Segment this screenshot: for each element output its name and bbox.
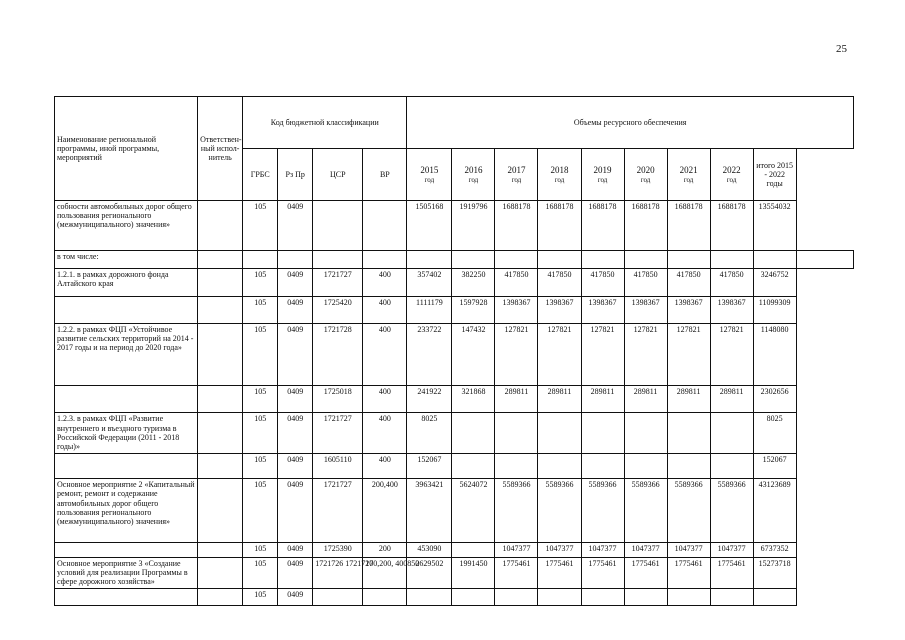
row-vr: 200,400 — [363, 479, 407, 543]
row-name — [55, 296, 198, 323]
row-grbs: 105 — [243, 557, 278, 588]
row-value-2018: 1398367 — [538, 296, 581, 323]
row-rzpr: 0409 — [278, 269, 313, 296]
row-value-2021 — [667, 588, 710, 605]
row-total: 2302656 — [753, 386, 796, 413]
row-rzpr: 0409 — [278, 386, 313, 413]
table-row — [55, 269, 854, 296]
row-vr: 400 — [363, 386, 407, 413]
row-value-2017: 1688178 — [495, 201, 538, 251]
row-csr: 1725390 — [313, 543, 363, 557]
header-year-5 — [624, 149, 667, 201]
row-responsible — [198, 413, 243, 453]
year-unit: год — [554, 175, 565, 184]
row-value-2022: 417850 — [710, 269, 753, 296]
row-responsible — [198, 324, 243, 386]
row-name — [55, 250, 198, 268]
row-value-2019: 1047377 — [581, 543, 624, 557]
row-value-2021: 5589366 — [667, 479, 710, 543]
row-value-2022: 127821 — [710, 324, 753, 386]
row-responsible — [198, 453, 243, 478]
row-value-2022: 289811 — [710, 386, 753, 413]
row-value-2021: 1398367 — [667, 296, 710, 323]
year-unit: год — [424, 175, 435, 184]
row-vr: 200 — [363, 543, 407, 557]
row-value-2018 — [538, 588, 581, 605]
row-responsible — [198, 479, 243, 543]
row-grbs: 105 — [243, 201, 278, 251]
row-value-2019: 1688178 — [581, 201, 624, 251]
year-value: 2016 — [464, 165, 483, 176]
row-value-2022: 1398367 — [710, 296, 753, 323]
row-value-2020 — [624, 413, 667, 453]
row-value-2017 — [495, 588, 538, 605]
row-grbs: 105 — [243, 453, 278, 478]
header-rzpr: Рз Пр — [278, 149, 313, 201]
row-responsible — [198, 250, 243, 268]
row-empty-cell — [710, 250, 753, 268]
row-grbs: 105 — [243, 543, 278, 557]
year-value: 2022 — [722, 165, 741, 176]
row-name-text: 1.2.3. в рамках ФЦП «Развитие внутреннего и въездного туризма в Российской Федерации (2011 - 2018 годы)» — [57, 414, 180, 452]
year-unit: год — [597, 175, 608, 184]
header-year-2 — [495, 149, 538, 201]
row-name — [55, 201, 198, 251]
row-name — [55, 453, 198, 478]
row-name-text: Основное мероприятие 3 «Создание условий для реализации Программы в сфере дорожного хозяйства» — [57, 558, 188, 586]
table-row — [55, 479, 854, 543]
row-total: 8025 — [753, 413, 796, 453]
header-year-6 — [667, 149, 710, 201]
row-value-2022: 1047377 — [710, 543, 753, 557]
row-csr: 1725420 — [313, 296, 363, 323]
row-rzpr: 0409 — [278, 588, 313, 605]
row-empty-cell — [313, 250, 363, 268]
row-empty-cell — [452, 250, 495, 268]
row-value-2016: 382250 — [452, 269, 495, 296]
header-year-4 — [581, 149, 624, 201]
row-grbs: 105 — [243, 296, 278, 323]
row-value-2021: 127821 — [667, 324, 710, 386]
row-value-2019: 289811 — [581, 386, 624, 413]
row-value-2015: 1111179 — [407, 296, 452, 323]
row-value-2016 — [452, 543, 495, 557]
row-value-2015: 233722 — [407, 324, 452, 386]
table-row — [55, 543, 854, 557]
year-unit: год — [511, 175, 522, 184]
row-responsible — [198, 386, 243, 413]
row-csr — [313, 201, 363, 251]
row-value-2020: 1047377 — [624, 543, 667, 557]
row-value-2020: 1775461 — [624, 557, 667, 588]
row-value-2017: 1775461 — [495, 557, 538, 588]
row-value-2017: 1398367 — [495, 296, 538, 323]
header-name: Наименование региональной программы, иной программы, мероприятий — [55, 97, 198, 201]
row-rzpr: 0409 — [278, 479, 313, 543]
row-csr: 1721727 — [313, 269, 363, 296]
row-csr: 1721728 — [313, 324, 363, 386]
row-vr: 400 — [363, 453, 407, 478]
row-value-2017 — [495, 413, 538, 453]
row-value-2017: 5589366 — [495, 479, 538, 543]
header-total: итого 2015 - 2022 годы — [753, 149, 796, 201]
row-rzpr: 0409 — [278, 453, 313, 478]
header-year-3 — [538, 149, 581, 201]
row-value-2020: 1398367 — [624, 296, 667, 323]
row-value-2022: 5589366 — [710, 479, 753, 543]
header-grbs: ГРБС — [243, 149, 278, 201]
row-value-2016: 1919796 — [452, 201, 495, 251]
row-value-2022: 1775461 — [710, 557, 753, 588]
table-row — [55, 296, 854, 323]
row-value-2015: 453090 — [407, 543, 452, 557]
row-rzpr: 0409 — [278, 557, 313, 588]
row-value-2017: 289811 — [495, 386, 538, 413]
row-value-2022: 1688178 — [710, 201, 753, 251]
row-responsible — [198, 269, 243, 296]
row-name — [55, 269, 198, 296]
row-empty-cell — [796, 250, 853, 268]
row-name — [55, 324, 198, 386]
row-responsible — [198, 201, 243, 251]
row-value-2015: 3963421 — [407, 479, 452, 543]
row-rzpr: 0409 — [278, 413, 313, 453]
row-vr: 400 — [363, 269, 407, 296]
table-row — [55, 588, 854, 605]
row-total: 6737352 — [753, 543, 796, 557]
table-row — [55, 201, 854, 251]
table-row — [55, 453, 854, 478]
row-empty-cell — [538, 250, 581, 268]
row-value-2021: 417850 — [667, 269, 710, 296]
row-name-text: собности автомобильных дорог общего пользования регионального (межмуниципального) значения» — [57, 202, 192, 230]
header-vr: ВР — [363, 149, 407, 201]
row-value-2019: 127821 — [581, 324, 624, 386]
row-value-2018 — [538, 453, 581, 478]
row-csr: 1721727 — [313, 479, 363, 543]
table-body — [55, 201, 854, 606]
row-value-2015: 357402 — [407, 269, 452, 296]
row-value-2018: 417850 — [538, 269, 581, 296]
year-value: 2018 — [550, 165, 569, 176]
row-value-2015: 8025 — [407, 413, 452, 453]
row-rzpr: 0409 — [278, 543, 313, 557]
row-value-2016: 1597928 — [452, 296, 495, 323]
row-empty-cell — [407, 250, 452, 268]
row-value-2016 — [452, 453, 495, 478]
row-empty-cell — [581, 250, 624, 268]
row-total: 152067 — [753, 453, 796, 478]
row-value-2018 — [538, 413, 581, 453]
row-value-2016 — [452, 588, 495, 605]
row-empty-cell — [667, 250, 710, 268]
row-vr — [363, 201, 407, 251]
row-name-text: 1.2.1. в рамках дорожного фонда Алтайского края — [57, 270, 169, 289]
row-value-2020: 417850 — [624, 269, 667, 296]
row-value-2017: 417850 — [495, 269, 538, 296]
row-total: 3246752 — [753, 269, 796, 296]
row-grbs: 105 — [243, 413, 278, 453]
row-value-2018: 5589366 — [538, 479, 581, 543]
header-responsible: Ответствен-ный испол-нитель — [198, 97, 243, 201]
row-total: 13554032 — [753, 201, 796, 251]
header-year-1 — [452, 149, 495, 201]
row-value-2016: 321868 — [452, 386, 495, 413]
row-value-2015: 2629502 — [407, 557, 452, 588]
row-responsible — [198, 588, 243, 605]
row-value-2019 — [581, 453, 624, 478]
row-total: 11099309 — [753, 296, 796, 323]
row-empty-cell — [243, 250, 278, 268]
row-value-2020: 5589366 — [624, 479, 667, 543]
year-value: 2015 — [420, 165, 439, 176]
row-name-text: 1.2.2. в рамках ФЦП «Устойчивое развитие сельских территорий на 2014 - 2017 годы и на период до 2020 года» — [57, 325, 194, 353]
row-value-2015: 241922 — [407, 386, 452, 413]
table-row — [55, 413, 854, 453]
row-value-2019: 417850 — [581, 269, 624, 296]
row-value-2020: 1688178 — [624, 201, 667, 251]
header-year-0 — [407, 149, 452, 201]
row-grbs: 105 — [243, 269, 278, 296]
row-value-2021 — [667, 413, 710, 453]
row-empty-cell — [495, 250, 538, 268]
row-value-2019 — [581, 413, 624, 453]
row-value-2016: 147432 — [452, 324, 495, 386]
year-value: 2017 — [507, 165, 526, 176]
row-name-text: Основное мероприятие 2 «Капитальный ремонт, ремонт и содержание автомобильных дорог общего пользования регионального (межмуниципального) значения» — [57, 480, 195, 527]
row-grbs: 105 — [243, 479, 278, 543]
row-value-2021: 1047377 — [667, 543, 710, 557]
year-unit: год — [640, 175, 651, 184]
row-value-2021 — [667, 453, 710, 478]
row-empty-cell — [363, 250, 407, 268]
row-name — [55, 386, 198, 413]
row-responsible — [198, 296, 243, 323]
row-csr: 1721726 1721727 — [313, 557, 363, 588]
row-value-2021: 289811 — [667, 386, 710, 413]
row-empty-cell — [624, 250, 667, 268]
row-value-2019 — [581, 588, 624, 605]
header-csr: ЦСР — [313, 149, 363, 201]
row-name-text: в том числе: — [57, 251, 99, 261]
row-value-2016: 1991450 — [452, 557, 495, 588]
year-unit: год — [683, 175, 694, 184]
row-value-2016 — [452, 413, 495, 453]
page-number: 25 — [836, 43, 847, 55]
row-name — [55, 588, 198, 605]
row-vr: 100,200, 400850 — [363, 557, 407, 588]
row-empty-cell — [278, 250, 313, 268]
table-row — [55, 250, 854, 268]
row-value-2019: 5589366 — [581, 479, 624, 543]
year-value: 2020 — [636, 165, 655, 176]
row-value-2015 — [407, 588, 452, 605]
header-budget-class: Код бюджетной классификации — [243, 97, 407, 149]
row-rzpr: 0409 — [278, 324, 313, 386]
row-value-2016: 5624072 — [452, 479, 495, 543]
row-value-2017: 127821 — [495, 324, 538, 386]
year-unit: год — [726, 175, 737, 184]
header-resources: Объемы ресурсного обеспечения — [407, 97, 854, 149]
row-name — [55, 557, 198, 588]
row-csr: 1605110 — [313, 453, 363, 478]
row-value-2020: 127821 — [624, 324, 667, 386]
table-row — [55, 324, 854, 386]
row-value-2020: 289811 — [624, 386, 667, 413]
row-value-2022 — [710, 588, 753, 605]
row-grbs: 105 — [243, 324, 278, 386]
row-value-2018: 127821 — [538, 324, 581, 386]
row-grbs: 105 — [243, 588, 278, 605]
row-value-2018: 1775461 — [538, 557, 581, 588]
row-value-2017 — [495, 453, 538, 478]
row-responsible — [198, 543, 243, 557]
row-name — [55, 543, 198, 557]
row-vr: 400 — [363, 324, 407, 386]
row-name — [55, 413, 198, 453]
year-value: 2021 — [679, 165, 698, 176]
year-unit: год — [468, 175, 479, 184]
row-vr: 400 — [363, 413, 407, 453]
row-total — [753, 588, 796, 605]
row-responsible — [198, 557, 243, 588]
row-csr — [313, 588, 363, 605]
row-value-2017: 1047377 — [495, 543, 538, 557]
row-value-2018: 289811 — [538, 386, 581, 413]
row-vr — [363, 588, 407, 605]
row-total: 15273718 — [753, 557, 796, 588]
row-value-2018: 1688178 — [538, 201, 581, 251]
row-empty-cell — [753, 250, 796, 268]
row-csr: 1721727 — [313, 413, 363, 453]
row-grbs: 105 — [243, 386, 278, 413]
row-total: 43123689 — [753, 479, 796, 543]
row-value-2015: 152067 — [407, 453, 452, 478]
budget-table — [54, 96, 854, 606]
row-value-2018: 1047377 — [538, 543, 581, 557]
table-row — [55, 386, 854, 413]
table-row — [55, 557, 854, 588]
row-total: 1148080 — [753, 324, 796, 386]
row-value-2015: 1505168 — [407, 201, 452, 251]
row-value-2019: 1398367 — [581, 296, 624, 323]
row-value-2020 — [624, 588, 667, 605]
row-rzpr: 0409 — [278, 201, 313, 251]
row-rzpr: 0409 — [278, 296, 313, 323]
row-value-2019: 1775461 — [581, 557, 624, 588]
row-value-2021: 1775461 — [667, 557, 710, 588]
year-value: 2019 — [593, 165, 612, 176]
row-vr: 400 — [363, 296, 407, 323]
row-value-2021: 1688178 — [667, 201, 710, 251]
row-name — [55, 479, 198, 543]
header-year-7 — [710, 149, 753, 201]
row-value-2022 — [710, 453, 753, 478]
row-value-2020 — [624, 453, 667, 478]
row-value-2022 — [710, 413, 753, 453]
row-csr: 1725018 — [313, 386, 363, 413]
